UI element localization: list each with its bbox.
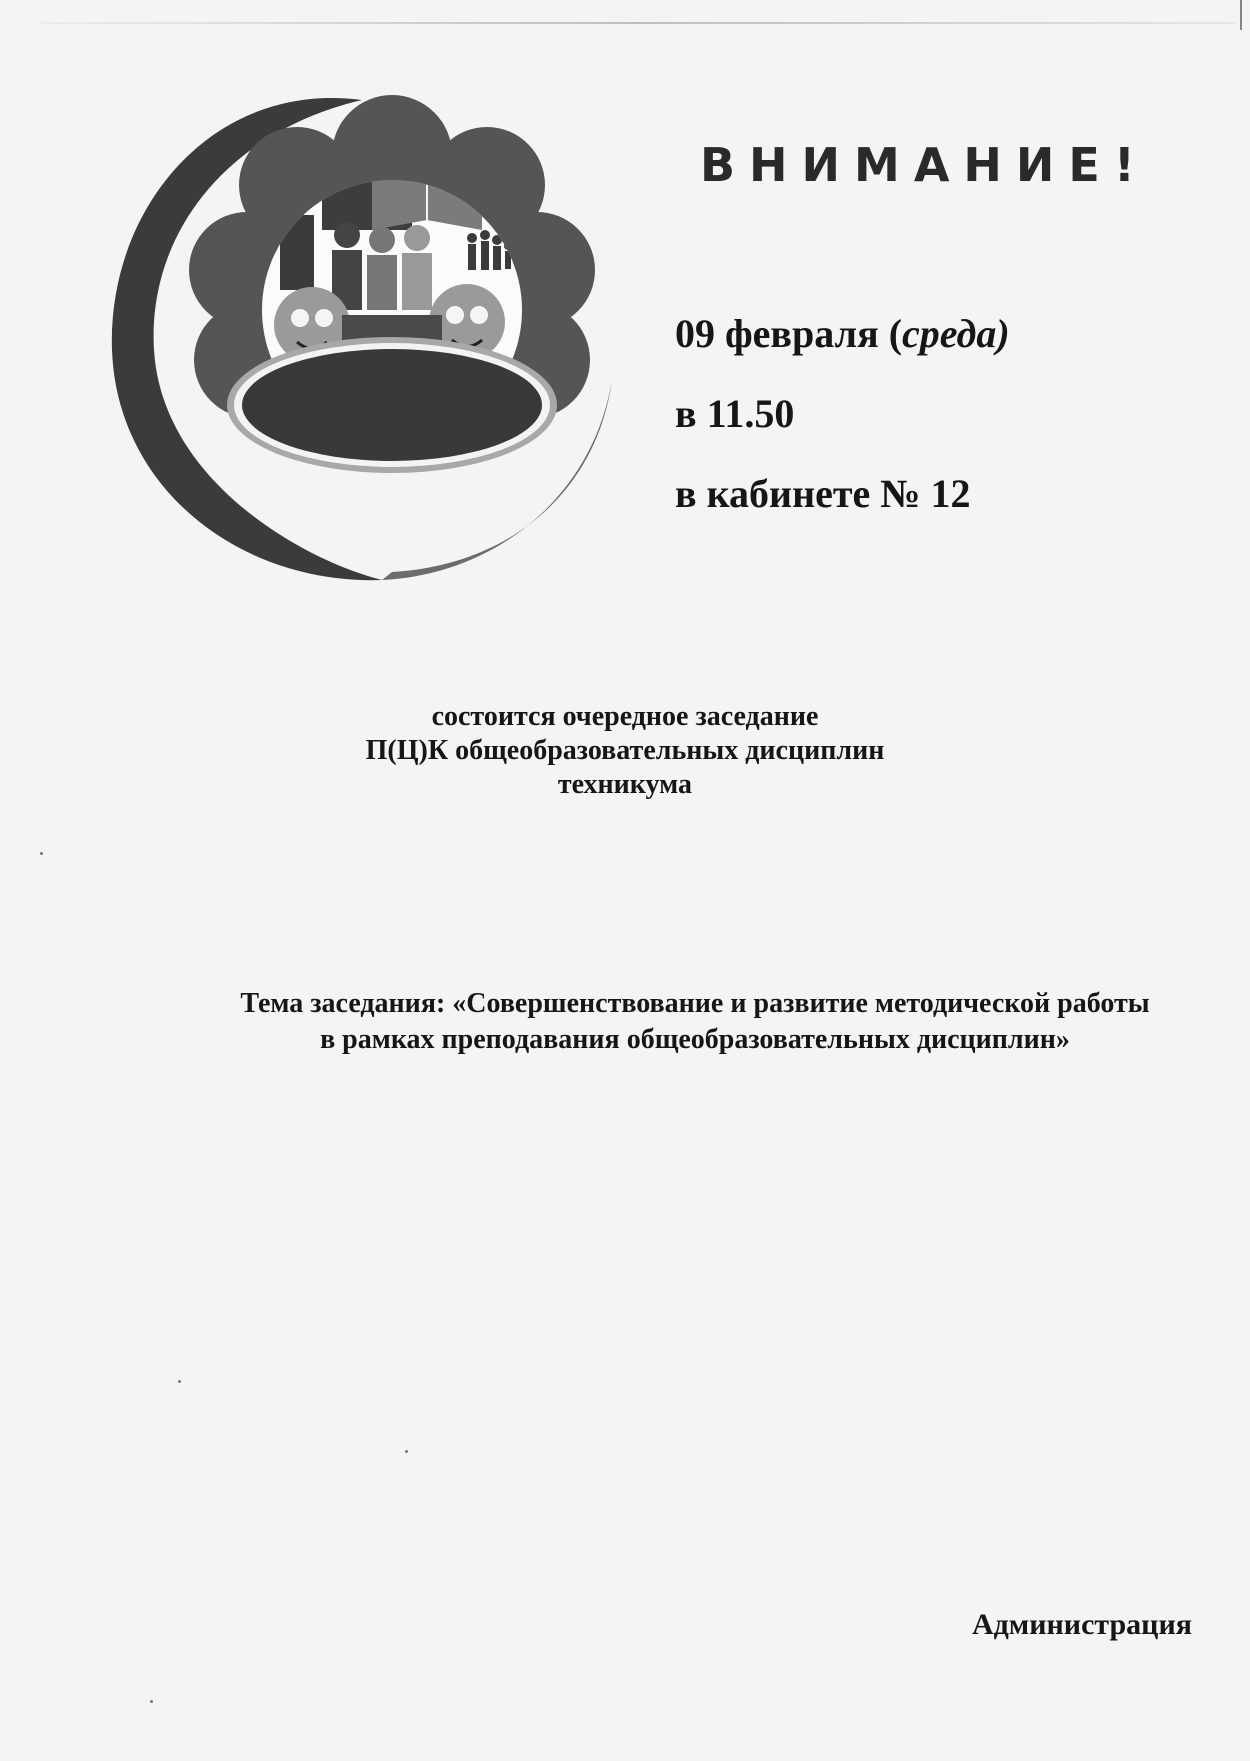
event-date-text: 09 февраля xyxy=(675,311,879,356)
topic-line-1: Тема заседания: «Совершенствование и развитие методической работы xyxy=(240,988,1150,1019)
event-weekday-paren: ( xyxy=(888,311,903,356)
event-time: в 11.50 xyxy=(675,391,795,436)
notice-title: ВНИМАНИЕ! xyxy=(700,138,1149,192)
meeting-topic xyxy=(0,986,1250,1058)
meeting-line-2: П(Ц)К общеобразовательных дисциплин xyxy=(365,735,885,766)
scan-edge-right xyxy=(1240,0,1242,30)
scan-edge-top xyxy=(40,22,1235,24)
meeting-line-3: техникума xyxy=(557,769,693,800)
meeting-line-1: состоится очередное заседание xyxy=(431,701,819,732)
meeting-announcement xyxy=(0,700,1250,802)
scan-speck xyxy=(178,1380,181,1383)
topic-line-2: в рамках преподавания общеобразовательных дисциплин» xyxy=(320,1024,1070,1055)
event-room: в кабинете № 12 xyxy=(675,471,971,516)
scan-speck xyxy=(405,1450,408,1453)
event-date xyxy=(675,310,1010,357)
scan-speck xyxy=(40,852,43,855)
school-emblem-logo xyxy=(92,60,632,600)
signature: Администрация xyxy=(971,1608,1192,1641)
scan-speck xyxy=(150,1700,153,1703)
event-weekday: среда) xyxy=(902,311,1010,356)
